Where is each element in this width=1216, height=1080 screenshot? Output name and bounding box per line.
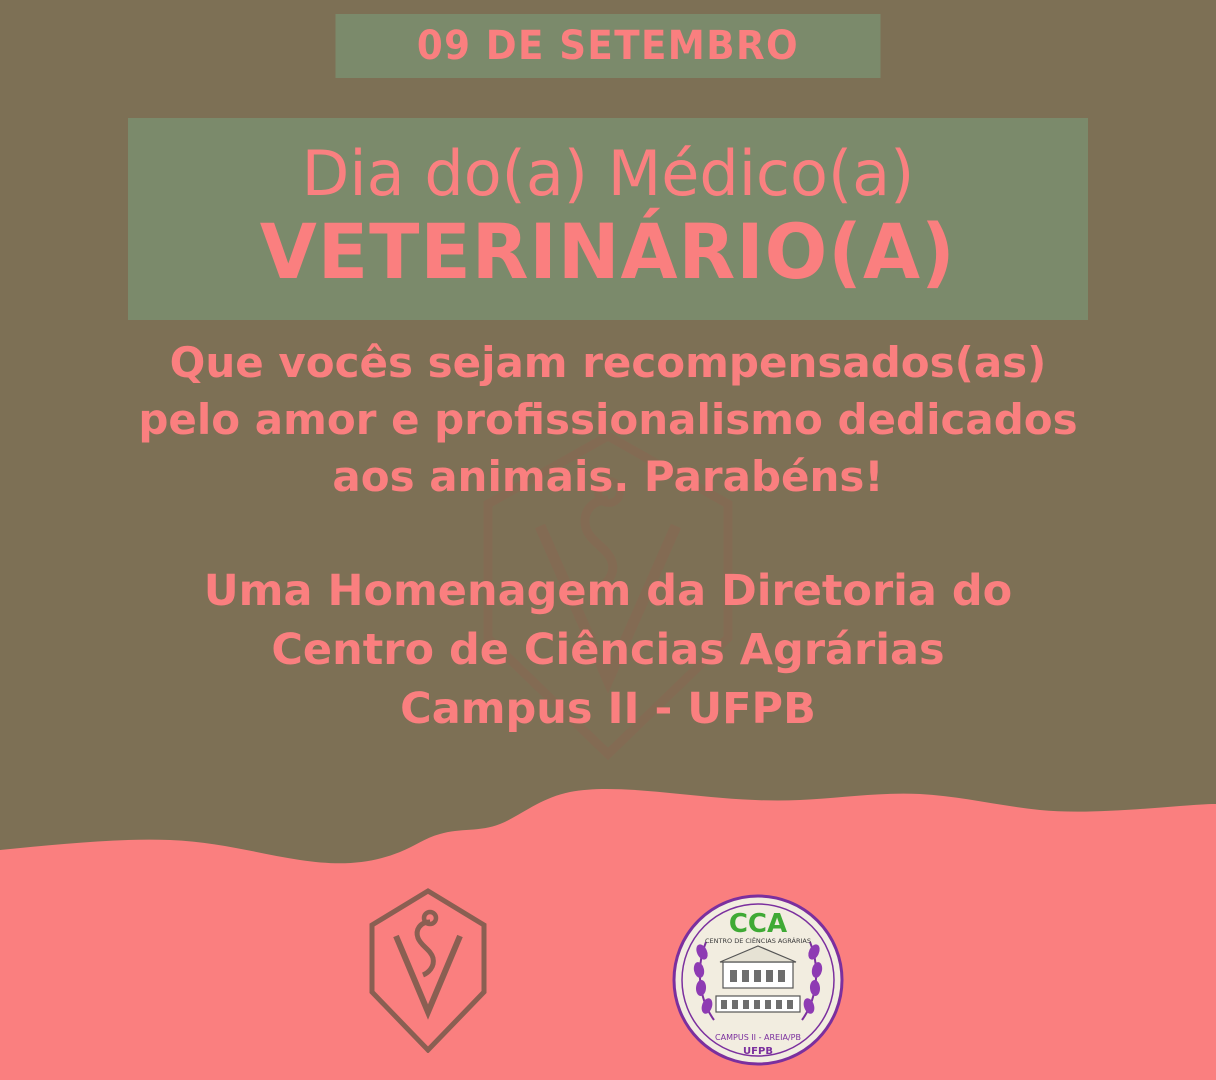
- credit-line-3: Campus II - UFPB: [400, 683, 816, 734]
- title-line-primary: Dia do(a) Médico(a): [301, 136, 915, 210]
- credit-line-2: Centro de Ciências Agrárias: [271, 624, 945, 675]
- title-banner: [128, 118, 1088, 320]
- title-line-secondary: VETERINÁRIO(A): [260, 206, 956, 296]
- credit-text: [0, 562, 1216, 739]
- date-banner: [336, 14, 881, 78]
- veterinary-shield-icon: [368, 888, 488, 1053]
- cca-acronym: CCA: [728, 909, 788, 939]
- cca-institution: UFPB: [743, 1046, 773, 1057]
- cca-campus: CAMPUS II - AREIA/PB: [715, 1033, 801, 1042]
- cca-subtitle: CENTRO DE CIÊNCIAS AGRÁRIAS: [705, 937, 811, 945]
- message-line-1: Que vocês sejam recompensados(as): [169, 338, 1047, 387]
- cca-logo: [668, 890, 848, 1070]
- bottom-wave-band: [0, 780, 1216, 1080]
- date-label: 09 DE SETEMBRO: [416, 23, 800, 69]
- message-line-3: aos animais. Parabéns!: [332, 452, 884, 502]
- credit-line-1: Uma Homenagem da Diretoria do: [203, 566, 1013, 616]
- message-line-2: pelo amor e profissionalismo dedicados: [138, 395, 1078, 445]
- message-text: [0, 334, 1216, 505]
